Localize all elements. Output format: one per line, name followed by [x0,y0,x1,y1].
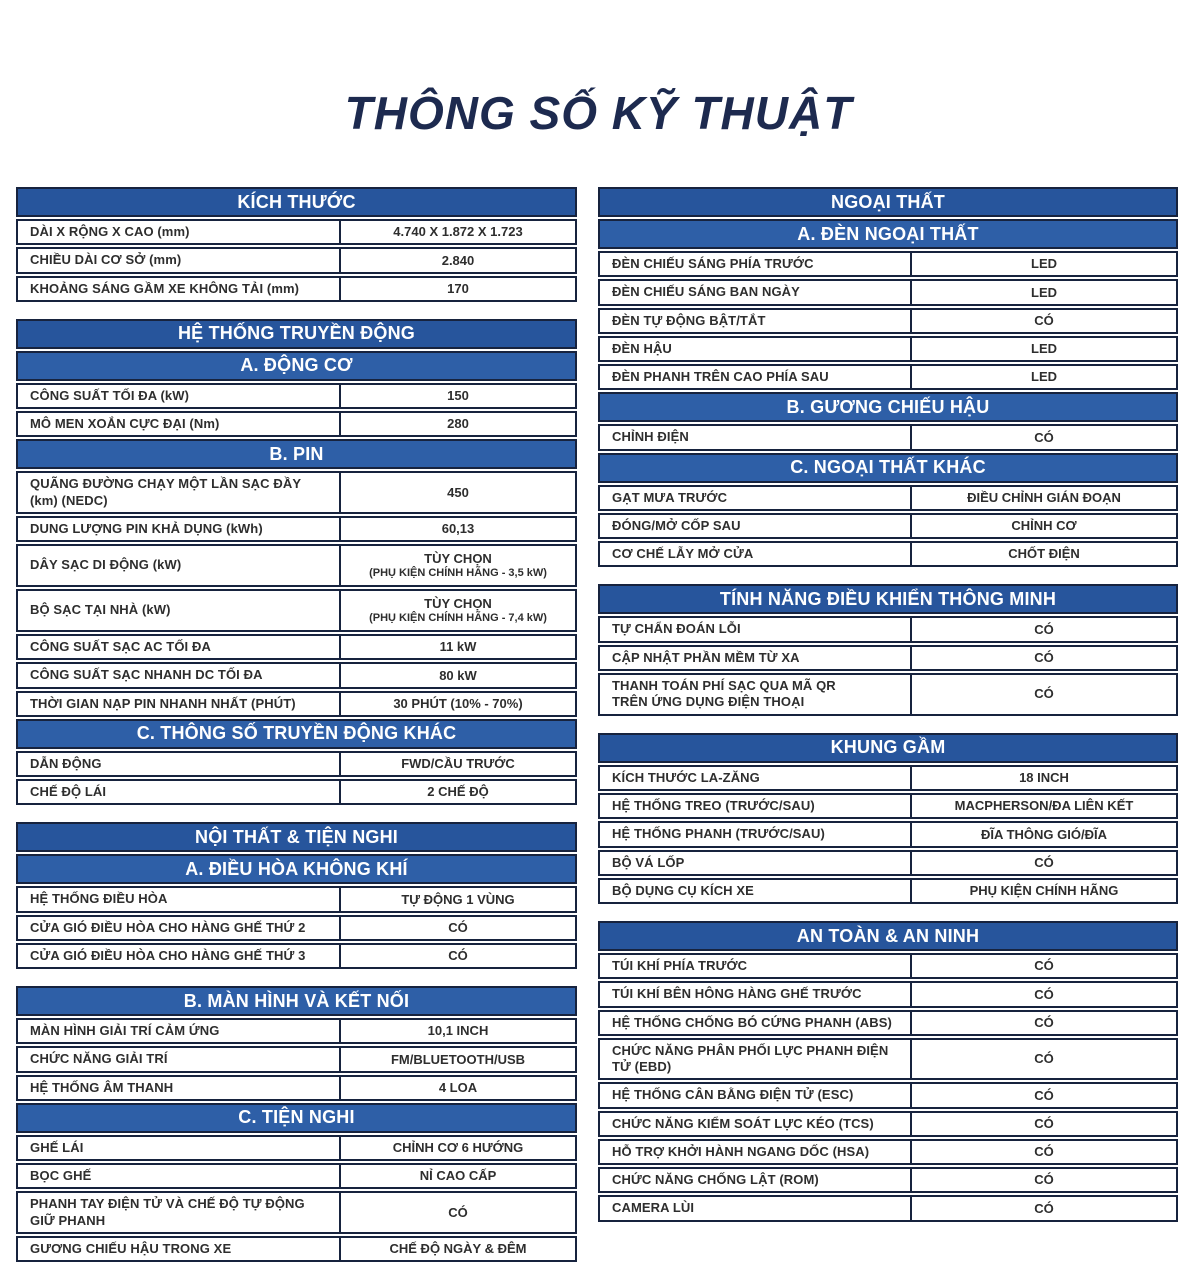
spec-row [16,219,577,245]
spec-value: CÓ [1034,686,1054,702]
spec-value: CÓ [1034,1200,1054,1216]
spec-row [16,471,577,514]
spec-label: TÚI KHÍ PHÍA TRƯỚC [600,955,912,977]
spec-row [16,1046,577,1072]
spec-value: PHỤ KIỆN CHÍNH HÃNG [969,883,1119,899]
section-header: KÍCH THƯỚC [16,187,577,217]
spec-value: CÓ [1034,429,1054,445]
spec-row [598,765,1178,791]
spec-row [598,485,1178,511]
spec-label: CHỨC NĂNG GIẢI TRÍ [18,1048,341,1070]
spec-label: BỘ DỤNG CỤ KÍCH XE [600,880,912,902]
spec-label: HỖ TRỢ KHỞI HÀNH NGANG DỐC (HSA) [600,1141,912,1163]
subsection-header: A. ĐỘNG CƠ [16,351,577,381]
spec-row [598,616,1178,642]
spec-label: ĐÓNG/MỞ CỐP SAU [600,515,912,537]
spec-table-ngoai-that [598,187,1178,567]
spec-row [598,673,1178,716]
spec-row [16,411,577,437]
spec-label: HỆ THỐNG CÂN BẰNG ĐIỆN TỬ (ESC) [600,1084,912,1106]
spec-label: CỬA GIÓ ĐIỀU HÒA CHO HÀNG GHẾ THỨ 2 [18,917,341,939]
spec-row [598,251,1178,277]
spec-label: CHỈNH ĐIỆN [600,426,912,448]
spec-label: GẠT MƯA TRƯỚC [600,487,912,509]
spec-row [598,541,1178,567]
spec-label: DÂY SẠC DI ĐỘNG (kW) [18,546,341,585]
spec-label: KÍCH THƯỚC LA-ZĂNG [600,767,912,789]
section-header: TÍNH NĂNG ĐIỀU KHIỂN THÔNG MINH [598,584,1178,614]
spec-value: 30 PHÚT (10% - 70%) [393,695,523,711]
spec-value: MACPHERSON/ĐA LIÊN KẾT [954,798,1134,814]
tables-area [0,187,1197,1279]
section-header: HỆ THỐNG TRUYỀN ĐỘNG [16,319,577,349]
spec-value: LED [1031,341,1057,357]
spec-label: ĐÈN HẬU [600,338,912,360]
spec-value: FM/BLUETOOTH/USB [390,1051,526,1067]
spec-label: PHANH TAY ĐIỆN TỬ VÀ CHẾ ĐỘ TỰ ĐỘNG GIỮ PHANH [18,1193,341,1232]
page-title: THÔNG SỐ KỸ THUẬT [344,87,853,139]
spec-label: GƯƠNG CHIẾU HẬU TRONG XE [18,1238,341,1260]
spec-label: HỆ THỐNG ĐIỀU HÒA [18,888,341,910]
spec-row [598,1010,1178,1036]
spec-row [16,1018,577,1044]
spec-row [598,1038,1178,1081]
spec-value: LED [1031,369,1057,385]
spec-label: TỰ CHẨN ĐOÁN LỖI [600,618,912,640]
subsection-header: B. PIN [16,439,577,469]
spec-value: FWD/CẦU TRƯỚC [401,756,515,772]
spec-value: CÓ [1034,1172,1054,1188]
spec-row [598,793,1178,819]
spec-value: CÓ [448,919,468,935]
spec-value: CÓ [1034,621,1054,637]
subsection-header: C. THÔNG SỐ TRUYỀN ĐỘNG KHÁC [16,719,577,749]
spec-row [16,383,577,409]
spec-label: CHIỀU DÀI CƠ SỞ (mm) [18,249,341,271]
spec-value: 4 LOA [438,1079,478,1095]
spec-label: HỆ THỐNG ÂM THANH [18,1077,341,1099]
spec-value: ĐIỀU CHỈNH GIÁN ĐOẠN [967,489,1121,505]
subsection-header: C. NGOẠI THẤT KHÁC [598,453,1178,483]
spec-value: 18 INCH [1019,770,1069,786]
spec-value: LED [1031,284,1057,300]
spec-label: CHỨC NĂNG CHỐNG LẬT (ROM) [600,1169,912,1191]
spec-row [16,915,577,941]
spec-row [16,691,577,717]
spec-label: MÔ MEN XOẮN CỰC ĐẠI (Nm) [18,413,341,435]
spec-label: ĐÈN CHIẾU SÁNG PHÍA TRƯỚC [600,253,912,275]
spec-value: TÙY CHỌN (PHỤ KIỆN CHÍNH HÃNG - 7,4 kW) [369,595,547,625]
spec-row [598,981,1178,1007]
spec-value: CÓ [1034,1051,1054,1067]
spec-value: CÓ [1034,986,1054,1002]
spec-label: HỆ THỐNG TREO (TRƯỚC/SAU) [600,795,912,817]
subsection-header: B. MÀN HÌNH VÀ KẾT NỐI [16,986,577,1016]
spec-value: 280 [447,416,469,432]
section-header: KHUNG GẦM [598,733,1178,763]
spec-label: BỘ SẠC TẠI NHÀ (kW) [18,591,341,630]
spec-row [16,886,577,912]
subsection-header: B. GƯƠNG CHIẾU HẬU [598,392,1178,422]
spec-value: TỰ ĐỘNG 1 VÙNG [401,891,515,907]
spec-row [16,1236,577,1262]
section-header: NỘI THẤT & TIỆN NGHI [16,822,577,852]
spec-label: CỬA GIÓ ĐIỀU HÒA CHO HÀNG GHẾ THỨ 3 [18,945,341,967]
spec-row [16,1075,577,1101]
spec-table-tinh-nang-dieu-khien-thong-minh [598,584,1178,716]
spec-value: TÙY CHỌN (PHỤ KIỆN CHÍNH HÃNG - 3,5 kW) [369,550,547,580]
spec-label: DẪN ĐỘNG [18,753,341,775]
subsection-header: A. ĐIỀU HÒA KHÔNG KHÍ [16,854,577,884]
spec-table-an-toan-an-ninh [598,921,1178,1222]
spec-label: CÔNG SUẤT SẠC NHANH DC TỐI ĐA [18,664,341,686]
section-header: NGOẠI THẤT [598,187,1178,217]
spec-table-noi-that-tien-nghi [16,822,577,969]
spec-label: CHỨC NĂNG PHÂN PHỐI LỰC PHANH ĐIỆN TỬ (EBD) [600,1040,912,1079]
spec-label: DÀI X RỘNG X CAO (mm) [18,221,341,243]
spec-label: TÚI KHÍ BÊN HÔNG HÀNG GHẾ TRƯỚC [600,983,912,1005]
spec-value: CÓ [1034,649,1054,665]
spec-value: CÓ [1034,1014,1054,1030]
spec-value: 2 CHẾ ĐỘ [427,784,489,800]
spec-value: 450 [447,484,469,500]
spec-value: CÓ [1034,958,1054,974]
spec-value: CHỐT ĐIỆN [1008,546,1080,562]
spec-row [598,878,1178,904]
spec-label: HỆ THỐNG PHANH (TRƯỚC/SAU) [600,823,912,845]
spec-row [16,1163,577,1189]
spec-label: DUNG LƯỢNG PIN KHẢ DỤNG (kWh) [18,518,341,540]
section-header: AN TOÀN & AN NINH [598,921,1178,951]
spec-row [598,1082,1178,1108]
spec-row [598,513,1178,539]
spec-row [16,247,577,273]
spec-value: CÓ [1034,1144,1054,1160]
spec-value: CÓ [1034,1087,1054,1103]
spec-value: CÓ [448,948,468,964]
spec-value: 150 [447,388,469,404]
spec-label: THỜI GIAN NẠP PIN NHANH NHẤT (PHÚT) [18,693,341,715]
spec-label: CÔNG SUẤT SẠC AC TỐI ĐA [18,636,341,658]
spec-label: BỌC GHẾ [18,1165,341,1187]
right-column [598,187,1178,1279]
subsection-header: C. TIỆN NGHI [16,1103,577,1133]
spec-row [16,1191,577,1234]
spec-row [598,1111,1178,1137]
subsection-header: A. ĐÈN NGOẠI THẤT [598,219,1178,249]
spec-table-man-hinh-ket-noi-tien-nghi [16,986,577,1262]
spec-row [598,850,1178,876]
spec-value: CHỈNH CƠ [1011,518,1077,534]
spec-row [16,516,577,542]
spec-label: CHỨC NĂNG KIỂM SOÁT LỰC KÉO (TCS) [600,1113,912,1135]
left-column [16,187,577,1279]
spec-value: NỈ CAO CẤP [419,1168,497,1184]
spec-value: CÓ [1034,1115,1054,1131]
spec-value: 11 kW [439,639,477,655]
spec-value: 4.740 X 1.872 X 1.723 [393,224,523,240]
spec-row [598,1139,1178,1165]
spec-label: QUÃNG ĐƯỜNG CHẠY MỘT LẦN SẠC ĐẦY (km) (NEDC) [18,473,341,512]
spec-row [16,779,577,805]
spec-row [16,589,577,632]
spec-value: 2.840 [441,252,475,268]
spec-value: CHỈNH CƠ 6 HƯỚNG [392,1140,524,1156]
spec-row [16,943,577,969]
spec-row [598,424,1178,450]
spec-table-kich-thuoc [16,187,577,302]
spec-row [16,276,577,302]
spec-row [16,634,577,660]
spec-table-khung-gam [598,733,1178,904]
spec-row [598,953,1178,979]
spec-label: HỆ THỐNG CHỐNG BÓ CỨNG PHANH (ABS) [600,1012,912,1034]
spec-label: CHẾ ĐỘ LÁI [18,781,341,803]
spec-value: 10,1 INCH [427,1023,489,1039]
spec-label: THANH TOÁN PHÍ SẠC QUA MÃ QR TRÊN ỨNG DỤNG ĐIỆN THOẠI [600,675,912,714]
spec-label: CƠ CHẾ LẪY MỞ CỬA [600,543,912,565]
spec-label: GHẾ LÁI [18,1137,341,1159]
spec-row [598,1195,1178,1221]
spec-label: CÔNG SUẤT TỐI ĐA (kW) [18,385,341,407]
spec-value: CÓ [448,1204,468,1220]
spec-label: CAMERA LÙI [600,1197,912,1219]
spec-row [598,364,1178,390]
spec-value: CÓ [1034,854,1054,870]
spec-row [16,751,577,777]
spec-row [598,336,1178,362]
spec-value: 170 [447,280,469,296]
spec-label: ĐÈN TỰ ĐỘNG BẬT/TẮT [600,310,912,332]
spec-table-he-thong-truyen-dong [16,319,577,806]
spec-row [16,544,577,587]
spec-value: 60,13 [441,521,475,537]
spec-row [598,1167,1178,1193]
spec-value: CHẾ ĐỘ NGÀY & ĐÊM [389,1241,527,1257]
spec-value: 80 kW [439,667,477,683]
spec-row [598,821,1178,847]
spec-label: ĐÈN CHIẾU SÁNG BAN NGÀY [600,281,912,303]
spec-label: CẬP NHẬT PHẦN MỀM TỪ XA [600,647,912,669]
spec-value: LED [1031,256,1057,272]
spec-value: CÓ [1034,312,1054,328]
spec-row [16,1135,577,1161]
spec-label: MÀN HÌNH GIẢI TRÍ CẢM ỨNG [18,1020,341,1042]
spec-row [598,279,1178,305]
spec-row [16,662,577,688]
spec-value: ĐĨA THÔNG GIÓ/ĐĨA [981,826,1107,842]
spec-label: KHOẢNG SÁNG GẦM XE KHÔNG TẢI (mm) [18,278,341,300]
spec-row [598,645,1178,671]
spec-label: BỘ VÁ LỐP [600,852,912,874]
spec-label: ĐÈN PHANH TRÊN CAO PHÍA SAU [600,366,912,388]
spec-row [598,308,1178,334]
